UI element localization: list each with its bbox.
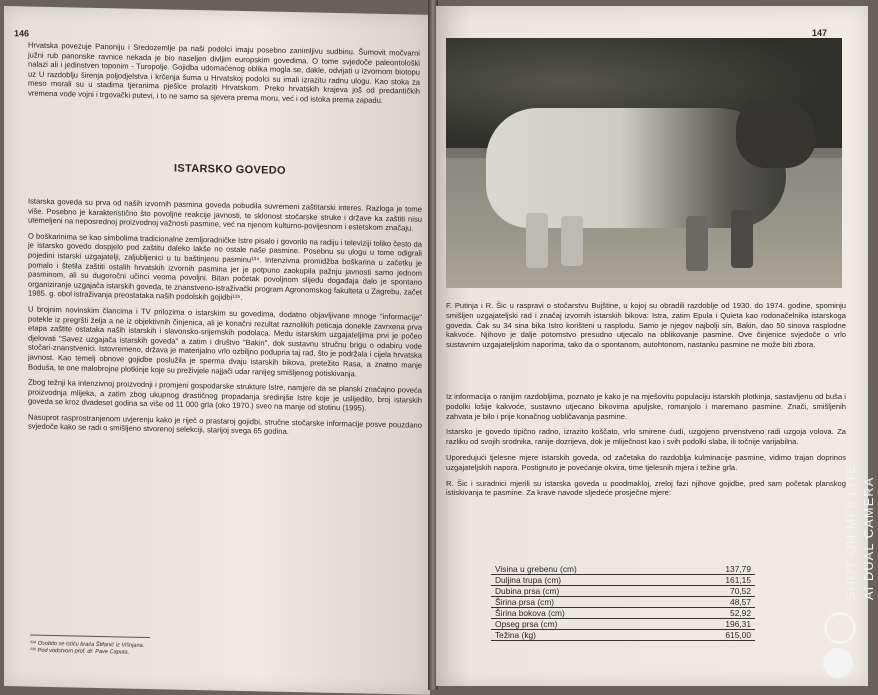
right-page <box>436 6 868 686</box>
measurement-value: 52,92 <box>637 608 755 619</box>
measurement-value: 48,57 <box>637 597 755 608</box>
bull-leg <box>561 216 583 266</box>
measurement-value: 196,31 <box>637 619 755 630</box>
bull-leg <box>731 210 753 268</box>
measurement-label: Dubina prsa (cm) <box>491 586 637 597</box>
right-paragraph: Istarsko je govedo tipično radno, izrazito koščato, vrlo smirene ćudi, uzgojeno prvenstveno radi uzgoja volova. Za razliku od svojih srodnika, ranije dozrijeva, dok je mliječnost kao i svih podolki slaba, ili točnije varijabilna. <box>446 427 846 447</box>
page-number-left: 146 <box>14 28 30 39</box>
right-paragraph: Uporedujući tjelesne mjere istarskih goveda, od začetaka do razdoblja kulminacije pasmine, vidimo trajan doprinos uzgajateljskih napora. Postignuto je povećanje okvira, time tjelesnih mjera i težine grla. <box>446 452 846 472</box>
footnote: ¹³⁵ Pod vodstvom prof. dr. Pave Caputa. <box>30 647 130 656</box>
bull-head <box>736 98 816 168</box>
measurement-label: Visina u grebenu (cm) <box>491 564 637 575</box>
camera-watermark <box>842 464 878 600</box>
measurement-row <box>491 564 755 575</box>
measurement-value: 137,79 <box>637 564 755 575</box>
footnote: ¹³⁴ Osobito se ističu braća Štifanić iz Višnjana. <box>30 640 145 649</box>
left-paragraph: Istarska goveda su prva od naših izvornih pasmina goveda pobudila suvremeni zaštitarski interes. Razloga je tome više. Posebno je karakteristično što povoljne reakcije javnosti, te sklonost stočarske struke i države ka zaštiti nisu utemeljeni na neposrednoj proizvodnoj važnosti pasmine, već na njenom kulturno-povijesnom i estetskom značaju. <box>28 196 422 233</box>
left-paragraph: Nasuprot rasprostranjenom uvjerenju kako je riječ o prastaroj gojidbi, stručne stočarske informacije posve pouzdano svjedoče kako se radi o smišljeno stvorenoj selekciji, starijoj svega 65 godina. <box>28 412 422 437</box>
measurement-row <box>491 575 755 586</box>
measurement-label: Duljina trupa (cm) <box>491 575 637 586</box>
left-page <box>4 6 430 695</box>
measurement-label: Opseg prsa (cm) <box>491 619 637 630</box>
photo-caption: F. Putinja i R. Šic u raspravi o stočarstvu Bujštine, u kojoj su obradili razdoblje od 1930. do 1974. godine, spominju smišljen uzgajateljski rad i značaj izvornih istarskih bikova: Istra, zatim Epula i Quieta kao rodonačelnika istarskoga goveda. Čak su 34 sina bika Istro korišteni u rasplodu. Samo je njegov najbolji sin, Bakin, dao 50 sinova rasplodne kakvoće. Njihovo je dalje potomstvo presudno utjecalo na oblikovanje pasmine. Ove činjenice svjedoče o vrlo sustavnim uzgajateljskim naporima, tako da o spontanom, autohtonom, nastanku pasmine ne može biti zbora. <box>446 301 846 350</box>
bull-leg <box>526 213 548 268</box>
left-paragraph: Zbog težnji ka intenzivnoj proizvodnji i promjeni gospodarske strukture Istre, namjere da se planski značajno poveća proizvodnja mlijeka, a zatim zbog ukupnog drastičnog propadanja sredinjše Istre koje je uslijedilo, broj istarskih goveda se kroz dvadeset godina sa više od 11 000 grla (oko 1970.) sveo na manje od stotinu (1995). <box>28 377 422 413</box>
measurement-value: 615,00 <box>637 630 755 641</box>
right-paragraph: Iz informacija o ranijim razdobljima, poznato je kako je na mješovitu populaciju istarskih plotkinja, sastavljenu od buša i podolki lošije kakvoće, sustavno utjecano bikovima apuljske, romanjolo i maremano pasmine. Znači, smišljenih zahvata je bilo i prije konačnog uobličavanja pasmine. <box>446 392 846 421</box>
bull-leg <box>686 216 708 271</box>
watermark-dot-icon <box>823 648 853 678</box>
watermark-line: AI DUAL CAMERA <box>861 476 876 600</box>
measurement-row <box>491 586 755 597</box>
right-body <box>446 392 846 504</box>
footnotes <box>30 641 230 659</box>
measurement-value: 161,15 <box>637 575 755 586</box>
page-number-right: 147 <box>812 28 828 38</box>
right-paragraph: R. Šic i suradnici mjerili su istarska goveda u poodmakloj, zreloj fazi njihove gojidbe, pred sam početak planskog istiskivanja te pasmine. Za krave navode sljedeće prosječne mjere: <box>446 478 846 498</box>
measurement-row <box>491 597 755 608</box>
measurement-row <box>491 608 755 619</box>
left-paragraph: O boškarinima se kao simbolima tradicionalne zemljoradničke Istre pisalo i govorilo na radiju i televiziji toliko često da je istarsko govedo dospjelo pod zaštitu daleko lakše no ostale naše pasmine. Posebnu su ulogu u tome odigrali pojedini istarski uzgajatelji, zaljubljenici u tu baštinjenu pasminu¹³⁴. Intenzivna promidžba boškarina u začetku je pomalo i štetila zaštiti ostalih hrvatskih izvornih pasmina jer je potpuno zaokupila pažnju javnosti samo jednom pasminom, ali su dugoročni učinci veoma povoljni. Bitan početak povoljnom slijedu događaja dalo je spontano organiziranje uzgajača istarskih goveda, te znanstveno-istraživački program Agronomskog fakulteta u Zagrebu, začet 1985. g. obol istraživanja preostataka naših podolskih gojidbi¹³⁵. <box>28 231 422 303</box>
section-title: ISTARSKO GOVEDO <box>174 162 286 177</box>
watermark-line: SHOT ON MI 8 LITE <box>843 464 858 600</box>
measurement-label: Težina (kg) <box>491 630 637 641</box>
footnote-divider <box>30 635 150 639</box>
measurement-label: Širina bokova (cm) <box>491 608 637 619</box>
measurement-value: 70,52 <box>637 586 755 597</box>
bull-photo <box>446 38 842 288</box>
measurement-label: Širina prsa (cm) <box>491 597 637 608</box>
left-paragraph: U brojnim novinskim člancima i TV prilozima o istarskim su govedima, dodatno objavljivane mnoge "informacije" potekle iz pregršti želja a ne iz objektivnih činjenica, ali je konačni rezultat raznolikih poticaja donekle zavrxena prva etapa zaštite ostataka naših istarskih i slavonsko-srijemskih podolaca. Medu istarskim uzgajateljima prvi je počeo djelovati "Savez uzgajača istarskih goveda" a zatim i društvo "Bakin", dok sustavnu stručnu brigu o odabiru vode stočari-znanstvenici. Istovremeno, država je materijalno vrlo ozbiljno podupria taj rad, što je podržala i cijela hrvatska javnost. Kao temelj obnove gojidbe poslužila je sperma dvaju istarskih bikova, pretežito Rasa, a znatno manje Boduša, te one malobrojne plotkinje koje su preživjele najjači udar ranijeg smišljenog potiskivanja. <box>28 304 422 378</box>
intro-text: Hrvatska povezuje Panoniju i Sredozemlje pa naši podolci imaju posebno zanimljivu sudbinu. Šumovit močvarni južni rub panonske ravnice nekada je bio naseljen divljim europskim govedima. O tome svjedoče paleontološki nalazi ali i jedinstven toponim - Turopolje. Gojidba udomaćenog oblika mogla se, dakle, odvijati u izvornom biotopu uz U razdoblju širenja poljodjelstva i krčenja šuma u Hrvatskoj podolci su imali izrazitu radnu ulogu. Kao stoka za meso morali su u stadima tjeranima pješice prolaziti Hrvatskom. Preko hrvatskih krajeva još od predantičkih vremena vode vojni i trgovački putevi, i to ne samo sa sjevera prema moru, već i od istoka prema zapadu. <box>28 40 420 105</box>
watermark-ring-icon <box>824 612 856 644</box>
measurement-row <box>491 619 755 630</box>
measurements-table <box>491 564 755 641</box>
left-body <box>28 197 422 446</box>
measurement-row <box>491 630 755 641</box>
